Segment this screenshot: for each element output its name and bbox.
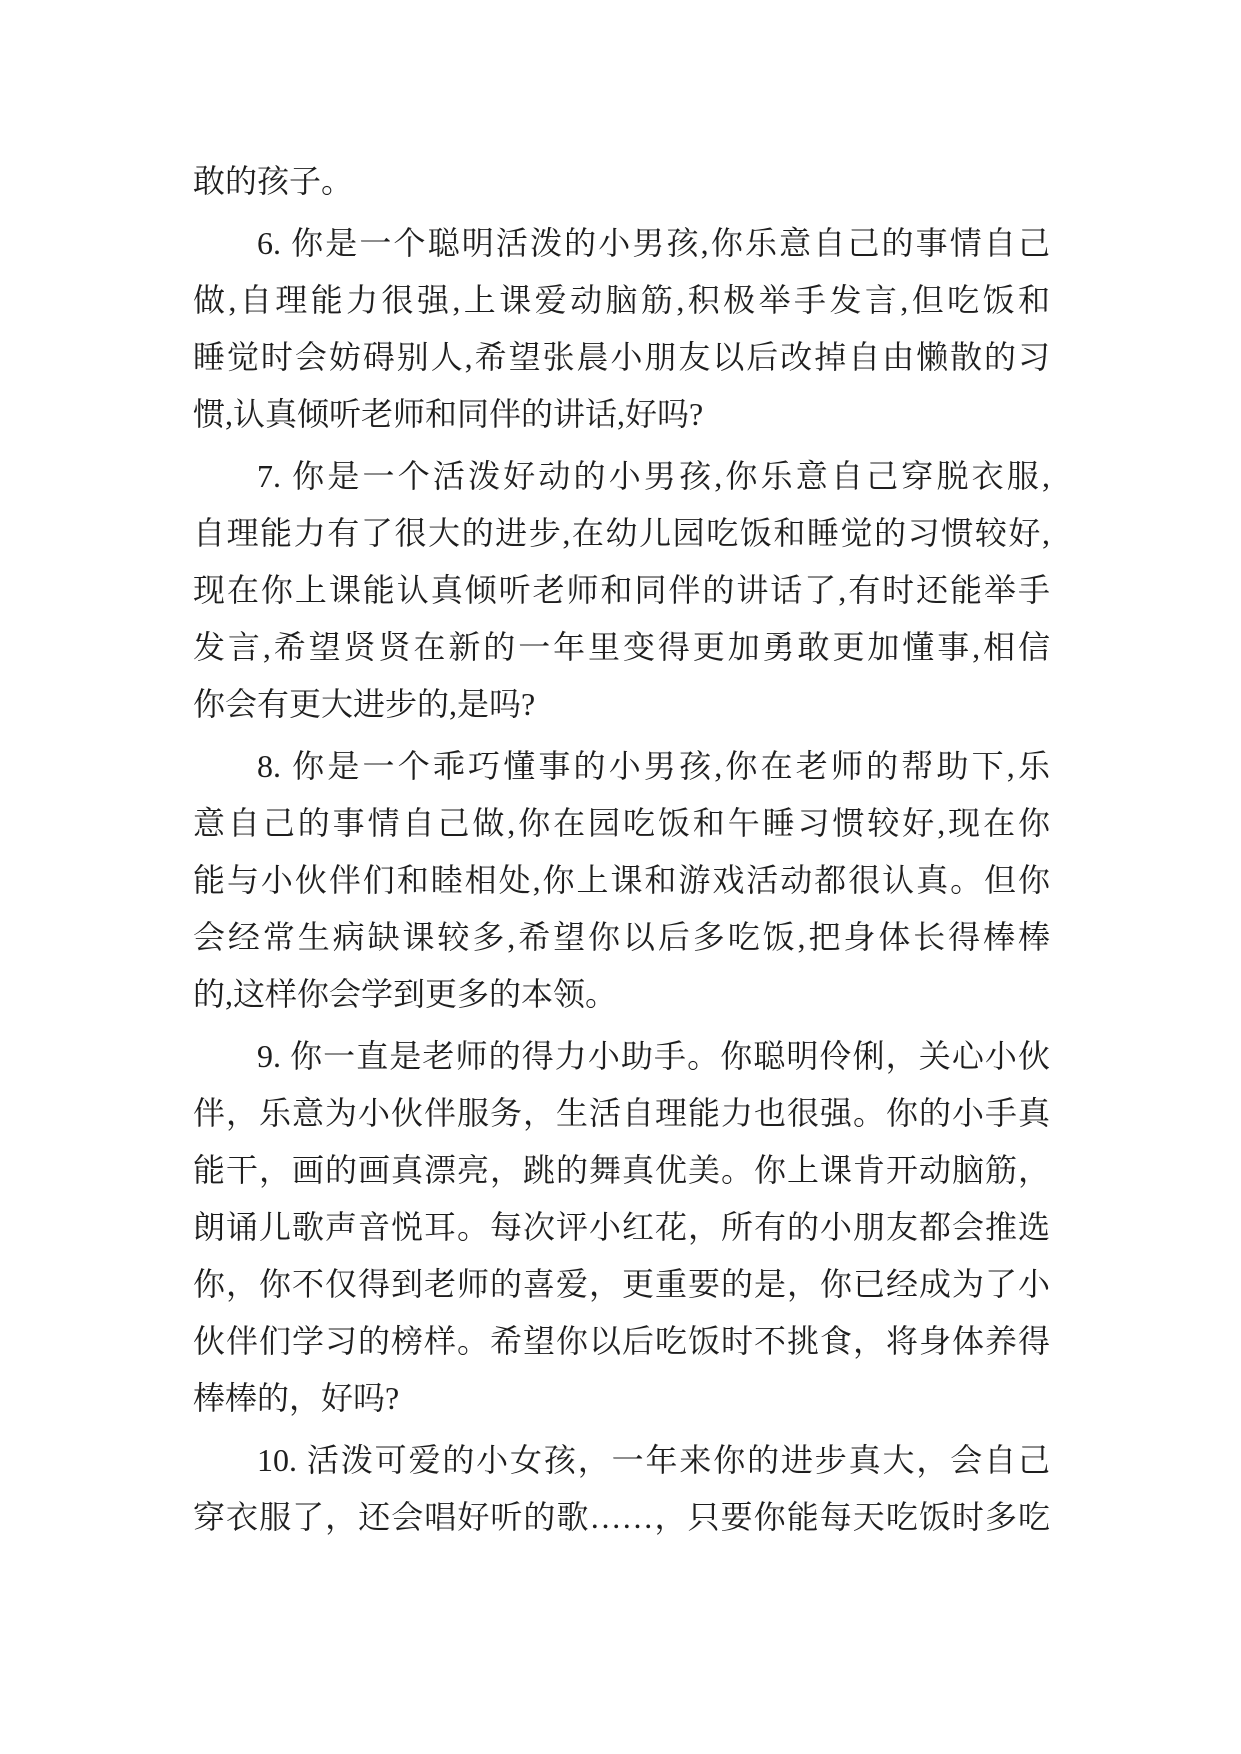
text-line: 能与小伙伴们和睦相处,你上课和游戏活动都很认真。但你	[193, 862, 1050, 898]
text-line: 敢的孩子。	[193, 163, 354, 199]
text-line: 发言,希望贤贤在新的一年里变得更加勇敢更加懂事,相信	[193, 629, 1050, 665]
text-line: 惯,认真倾听老师和同伴的讲话,好吗?	[193, 396, 704, 432]
paragraph-continued	[193, 153, 1050, 210]
text-line: 你会有更大进步的,是吗?	[193, 686, 536, 722]
paragraph-10	[193, 1432, 1050, 1546]
text-line: 伙伴们学习的榜样。希望你以后吃饭时不挑食，将身体养得	[193, 1323, 1050, 1359]
text-line: 穿衣服了，还会唱好听的歌……，只要你能每天吃饭时多吃	[193, 1499, 1050, 1535]
text-line: 现在你上课能认真倾听老师和同伴的讲话了,有时还能举手	[193, 572, 1050, 608]
text-line: 7. 你是一个活泼好动的小男孩,你乐意自己穿脱衣服,	[257, 458, 1050, 494]
paragraph-7	[193, 448, 1050, 733]
text-line: 8. 你是一个乖巧懂事的小男孩,你在老师的帮助下,乐	[257, 748, 1050, 784]
text-line: 会经常生病缺课较多,希望你以后多吃饭,把身体长得棒棒	[193, 919, 1050, 955]
text-line: 睡觉时会妨碍别人,希望张晨小朋友以后改掉自由懒散的习	[193, 339, 1050, 375]
text-line: 的,这样你会学到更多的本领。	[193, 976, 618, 1012]
text-line: 朗诵儿歌声音悦耳。每次评小红花，所有的小朋友都会推选	[193, 1209, 1050, 1245]
text-line: 伴，乐意为小伙伴服务，生活自理能力也很强。你的小手真	[193, 1095, 1050, 1131]
text-line: 9. 你一直是老师的得力小助手。你聪明伶俐，关心小伙	[257, 1038, 1050, 1074]
paragraph-6	[193, 215, 1050, 443]
text-line: 自理能力有了很大的进步,在幼儿园吃饭和睡觉的习惯较好,	[193, 515, 1050, 551]
text-line: 10. 活泼可爱的小女孩，一年来你的进步真大，会自己	[257, 1442, 1050, 1478]
text-line: 能干，画的画真漂亮，跳的舞真优美。你上课肯开动脑筋，	[193, 1152, 1050, 1188]
paragraph-9	[193, 1028, 1050, 1427]
text-line: 棒棒的，好吗?	[193, 1380, 400, 1416]
text-line: 6. 你是一个聪明活泼的小男孩,你乐意自己的事情自己	[257, 225, 1050, 261]
paragraph-8	[193, 738, 1050, 1023]
text-line: 意自己的事情自己做,你在园吃饭和午睡习惯较好,现在你	[193, 805, 1050, 841]
text-line: 做,自理能力很强,上课爱动脑筋,积极举手发言,但吃饭和	[193, 282, 1050, 318]
text-line: 你，你不仅得到老师的喜爱，更重要的是，你已经成为了小	[193, 1266, 1050, 1302]
